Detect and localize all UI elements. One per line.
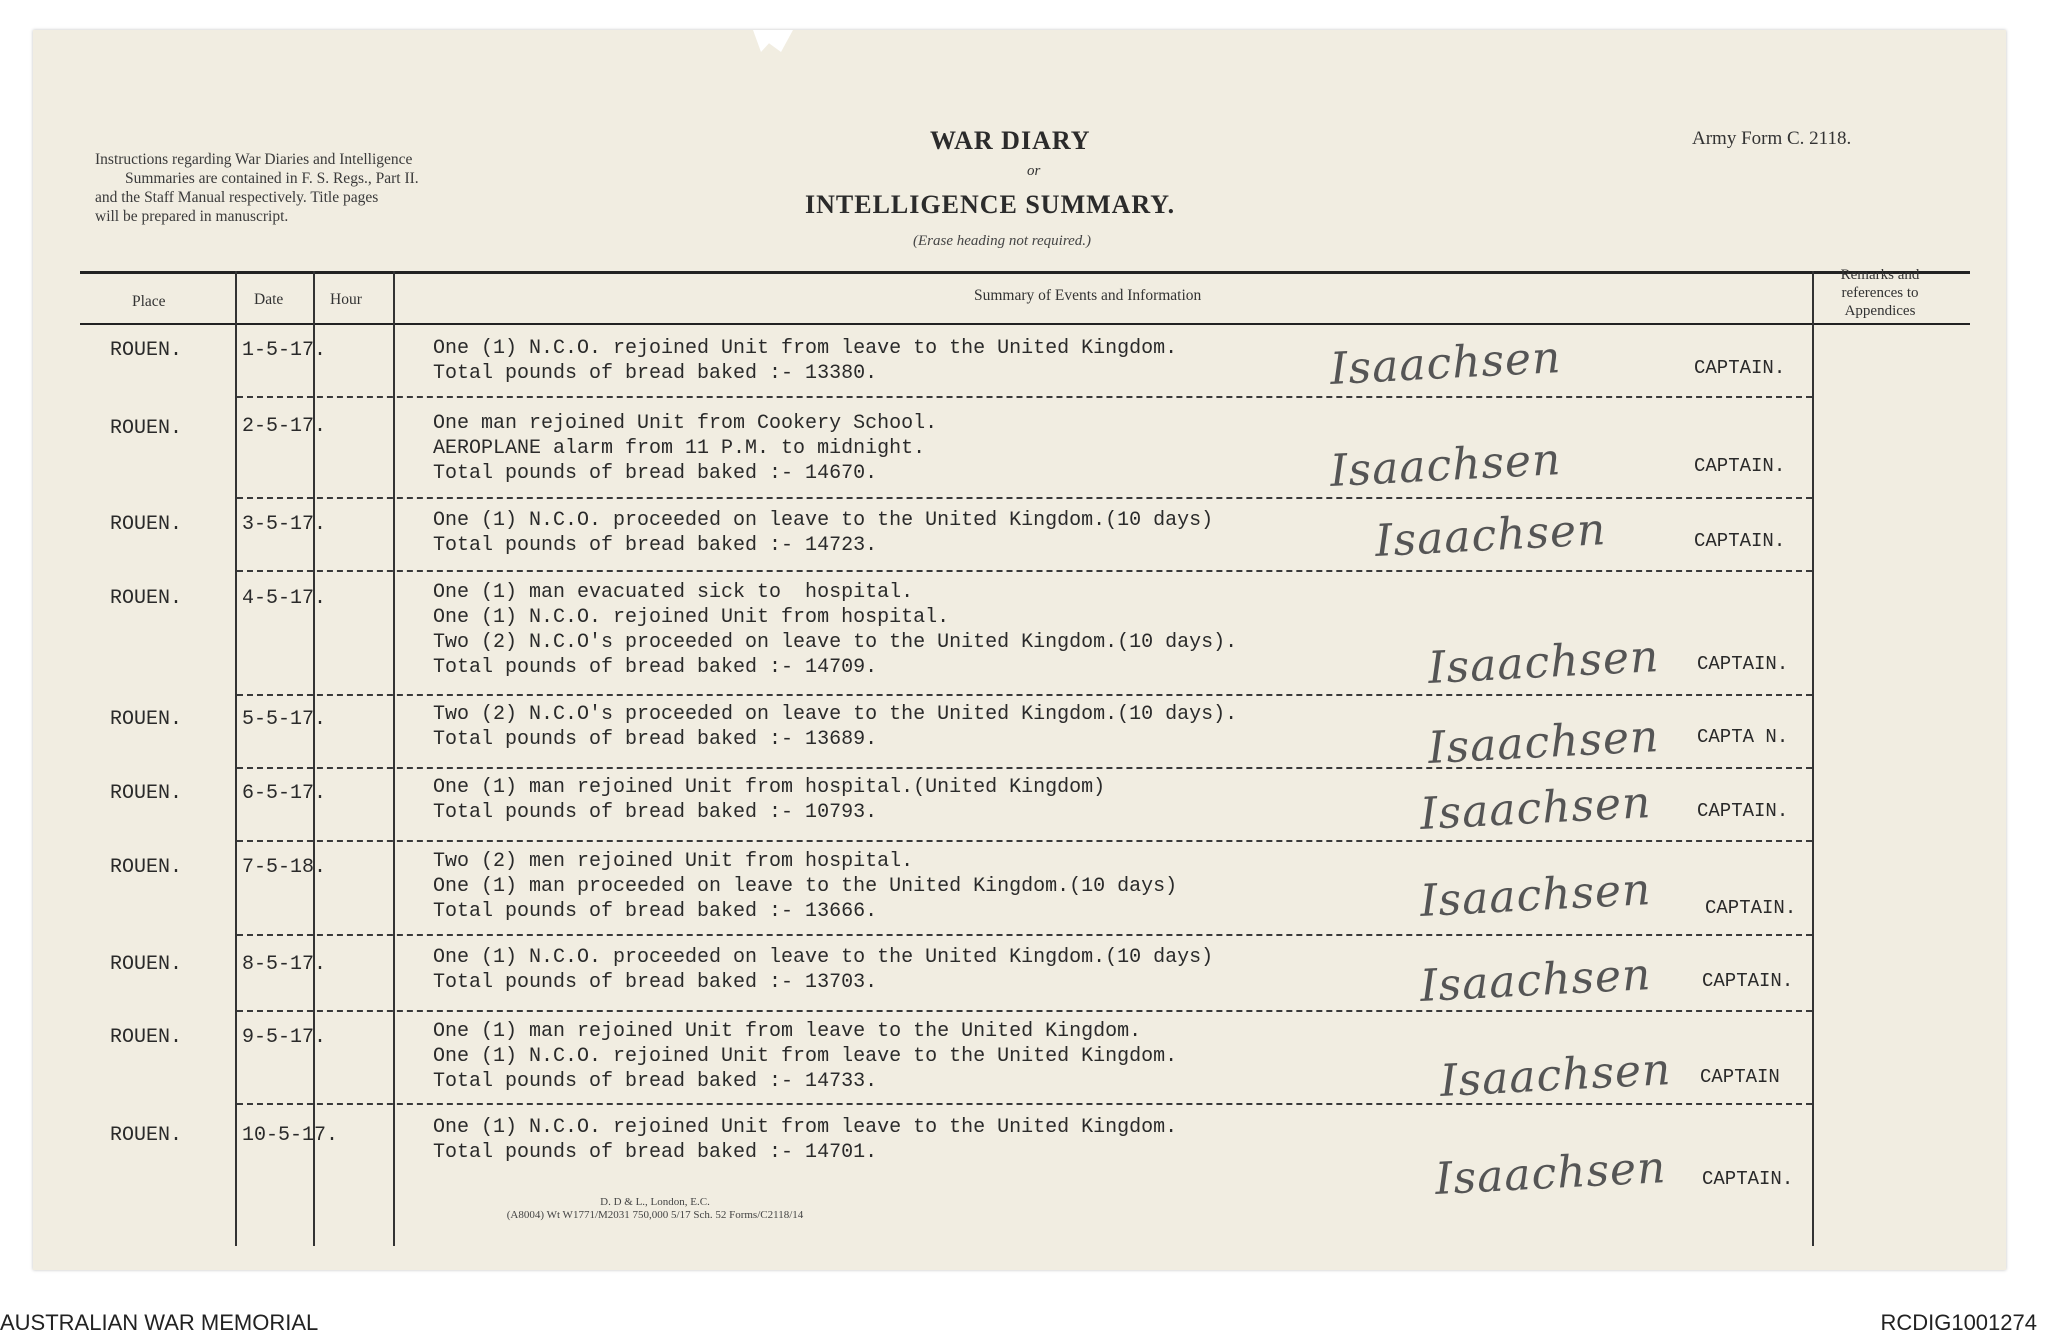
- signature: Isaachsen: [1328, 331, 1563, 396]
- entry-rank: CAPTAIN.: [1694, 455, 1786, 477]
- event-line: Total pounds of bread baked :- 13703.: [433, 971, 878, 994]
- instructions-line: will be prepared in manuscript.: [95, 208, 289, 225]
- signature: Isaachsen: [1433, 1141, 1668, 1206]
- printer-line: (A8004) Wt W1771/M2031 750,000 5/17 Sch. 52 Forms/C2118/14: [506, 1209, 804, 1221]
- entry-events: [433, 702, 1237, 752]
- event-line: Total pounds of bread baked :- 13666.: [433, 900, 878, 923]
- signature: Isaachsen: [1418, 863, 1653, 928]
- entry-date: 9-5-17.: [242, 1026, 327, 1049]
- header-place: Place: [132, 293, 166, 310]
- instructions-line: Summaries are contained in F. S. Regs., Part II.: [125, 170, 419, 187]
- entry-rank: CAPTAIN.: [1702, 1168, 1794, 1190]
- event-line: Total pounds of bread baked :- 14670.: [433, 462, 878, 485]
- entry-events: [433, 775, 1105, 825]
- entry-events: [433, 508, 1213, 558]
- entry-date: 1-5-17.: [242, 339, 327, 362]
- header-summary: Summary of Events and Information: [974, 287, 1202, 304]
- entry-rank: CAPTAIN.: [1694, 357, 1786, 379]
- entry-date: 8-5-17.: [242, 953, 327, 976]
- entry-place: ROUEN.: [110, 417, 183, 440]
- title-or: or: [1027, 163, 1041, 179]
- entry-rank: CAPTAIN.: [1705, 897, 1797, 919]
- entry-date: 2-5-17.: [242, 415, 327, 438]
- entry-place: ROUEN.: [110, 953, 183, 976]
- event-line: Two (2) N.C.O's proceeded on leave to the United Kingdom.(10 days).: [433, 631, 1238, 654]
- header-hour: Hour: [330, 291, 362, 308]
- entry-place: ROUEN.: [110, 782, 183, 805]
- header-remarks-line: references to: [1841, 285, 1919, 301]
- signature: Isaachsen: [1418, 948, 1653, 1013]
- signature: Isaachsen: [1438, 1043, 1673, 1108]
- title-war-diary: WAR DIARY: [930, 126, 1091, 155]
- entry-date: 7-5-18.: [242, 856, 327, 879]
- table-top-rule: [80, 271, 1970, 274]
- event-line: Total pounds of bread baked :- 14733.: [433, 1070, 878, 1093]
- signature: Isaachsen: [1373, 503, 1608, 568]
- event-line: AEROPLANE alarm from 11 P.M. to midnight.: [433, 437, 926, 460]
- entry-events: [433, 849, 1177, 924]
- event-line: One (1) N.C.O. rejoined Unit from leave to the United Kingdom.: [433, 1045, 1178, 1068]
- signature: Isaachsen: [1426, 710, 1661, 775]
- event-line: One (1) man rejoined Unit from leave to the United Kingdom.: [433, 1020, 1142, 1043]
- signature: Isaachsen: [1426, 630, 1661, 695]
- entry-events: [433, 580, 1237, 680]
- entry-rank: CAPTA N.: [1697, 726, 1789, 748]
- instructions-note: [95, 150, 475, 226]
- entry-date: 6-5-17.: [242, 782, 327, 805]
- torn-edge: [753, 30, 793, 52]
- entry-date: 5-5-17.: [242, 708, 327, 731]
- entry-separator: [237, 767, 1812, 769]
- event-line: One (1) man proceeded on leave to the United Kingdom.(10 days): [433, 875, 1178, 898]
- event-line: One (1) man evacuated sick to hospital.: [433, 581, 914, 604]
- signature: Isaachsen: [1328, 433, 1563, 498]
- event-line: Two (2) N.C.O's proceeded on leave to the United Kingdom.(10 days).: [433, 703, 1238, 726]
- header-remarks-line: Appendices: [1844, 303, 1916, 319]
- header-date: Date: [254, 291, 284, 308]
- event-line: One (1) N.C.O. rejoined Unit from leave to the United Kingdom.: [433, 1116, 1178, 1139]
- event-line: One (1) N.C.O. rejoined Unit from leave to the United Kingdom.: [433, 337, 1178, 360]
- event-line: Total pounds of bread baked :- 14709.: [433, 656, 878, 679]
- entry-separator: [237, 570, 1812, 572]
- event-line: One (1) man rejoined Unit from hospital.(United Kingdom): [433, 776, 1106, 799]
- entry-rank: CAPTAIN.: [1697, 800, 1789, 822]
- instructions-line: Instructions regarding War Diaries and Intelligence: [95, 151, 413, 168]
- event-line: One man rejoined Unit from Cookery School.: [433, 412, 938, 435]
- entry-place: ROUEN.: [110, 513, 183, 536]
- entry-events: [433, 1115, 1177, 1165]
- entry-rank: CAPTAIN: [1700, 1066, 1780, 1088]
- entry-rank: CAPTAIN.: [1694, 530, 1786, 552]
- entry-date: 10-5-17.: [242, 1124, 339, 1147]
- table-header-rule: [80, 323, 1970, 325]
- entry-separator: [237, 1103, 1812, 1105]
- entry-place: ROUEN.: [110, 587, 183, 610]
- event-line: Total pounds of bread baked :- 13380.: [433, 362, 878, 385]
- signature: Isaachsen: [1418, 776, 1653, 841]
- erase-note: (Erase heading not required.): [913, 233, 1092, 249]
- column-divider: [393, 271, 395, 1246]
- entry-separator: [237, 396, 1812, 398]
- entry-place: ROUEN.: [110, 1026, 183, 1049]
- entry-separator: [237, 694, 1812, 696]
- printer-line: D. D & L., London, E.C.: [600, 1196, 710, 1208]
- column-divider: [235, 271, 237, 1246]
- entry-rank: CAPTAIN.: [1697, 653, 1789, 675]
- entry-place: ROUEN.: [110, 339, 183, 362]
- event-line: Total pounds of bread baked :- 10793.: [433, 801, 878, 824]
- entry-events: [433, 336, 1177, 386]
- printer-imprint: [445, 1196, 865, 1222]
- entry-events: [433, 411, 937, 486]
- event-line: Total pounds of bread baked :- 14723.: [433, 534, 878, 557]
- entry-place: ROUEN.: [110, 1124, 183, 1147]
- entry-place: ROUEN.: [110, 856, 183, 879]
- entry-separator: [237, 497, 1812, 499]
- title-intelligence-summary: INTELLIGENCE SUMMARY.: [805, 190, 1176, 219]
- event-line: Two (2) men rejoined Unit from hospital.: [433, 850, 914, 873]
- entry-rank: CAPTAIN.: [1702, 970, 1794, 992]
- entry-date: 3-5-17.: [242, 513, 327, 536]
- event-line: One (1) N.C.O. rejoined Unit from hospital.: [433, 606, 950, 629]
- entry-separator: [237, 840, 1812, 842]
- event-line: One (1) N.C.O. proceeded on leave to the United Kingdom.(10 days): [433, 946, 1214, 969]
- form-number: Army Form C. 2118.: [1692, 128, 1852, 149]
- header-remarks-line: Remarks and: [1840, 267, 1920, 283]
- entry-separator: [237, 934, 1812, 936]
- entry-place: ROUEN.: [110, 708, 183, 731]
- archive-id: RCDIG1001274: [1880, 1310, 2037, 1335]
- entry-events: [433, 1019, 1177, 1094]
- event-line: One (1) N.C.O. proceeded on leave to the United Kingdom.(10 days): [433, 509, 1214, 532]
- column-divider: [1812, 271, 1814, 1246]
- archive-credit: AUSTRALIAN WAR MEMORIAL: [0, 1310, 319, 1335]
- entry-separator: [237, 1010, 1812, 1012]
- entry-date: 4-5-17.: [242, 587, 327, 610]
- header-remarks: [1815, 266, 1945, 320]
- entry-events: [433, 945, 1213, 995]
- event-line: Total pounds of bread baked :- 13689.: [433, 728, 878, 751]
- event-line: Total pounds of bread baked :- 14701.: [433, 1141, 878, 1164]
- instructions-line: and the Staff Manual respectively. Title pages: [95, 189, 379, 206]
